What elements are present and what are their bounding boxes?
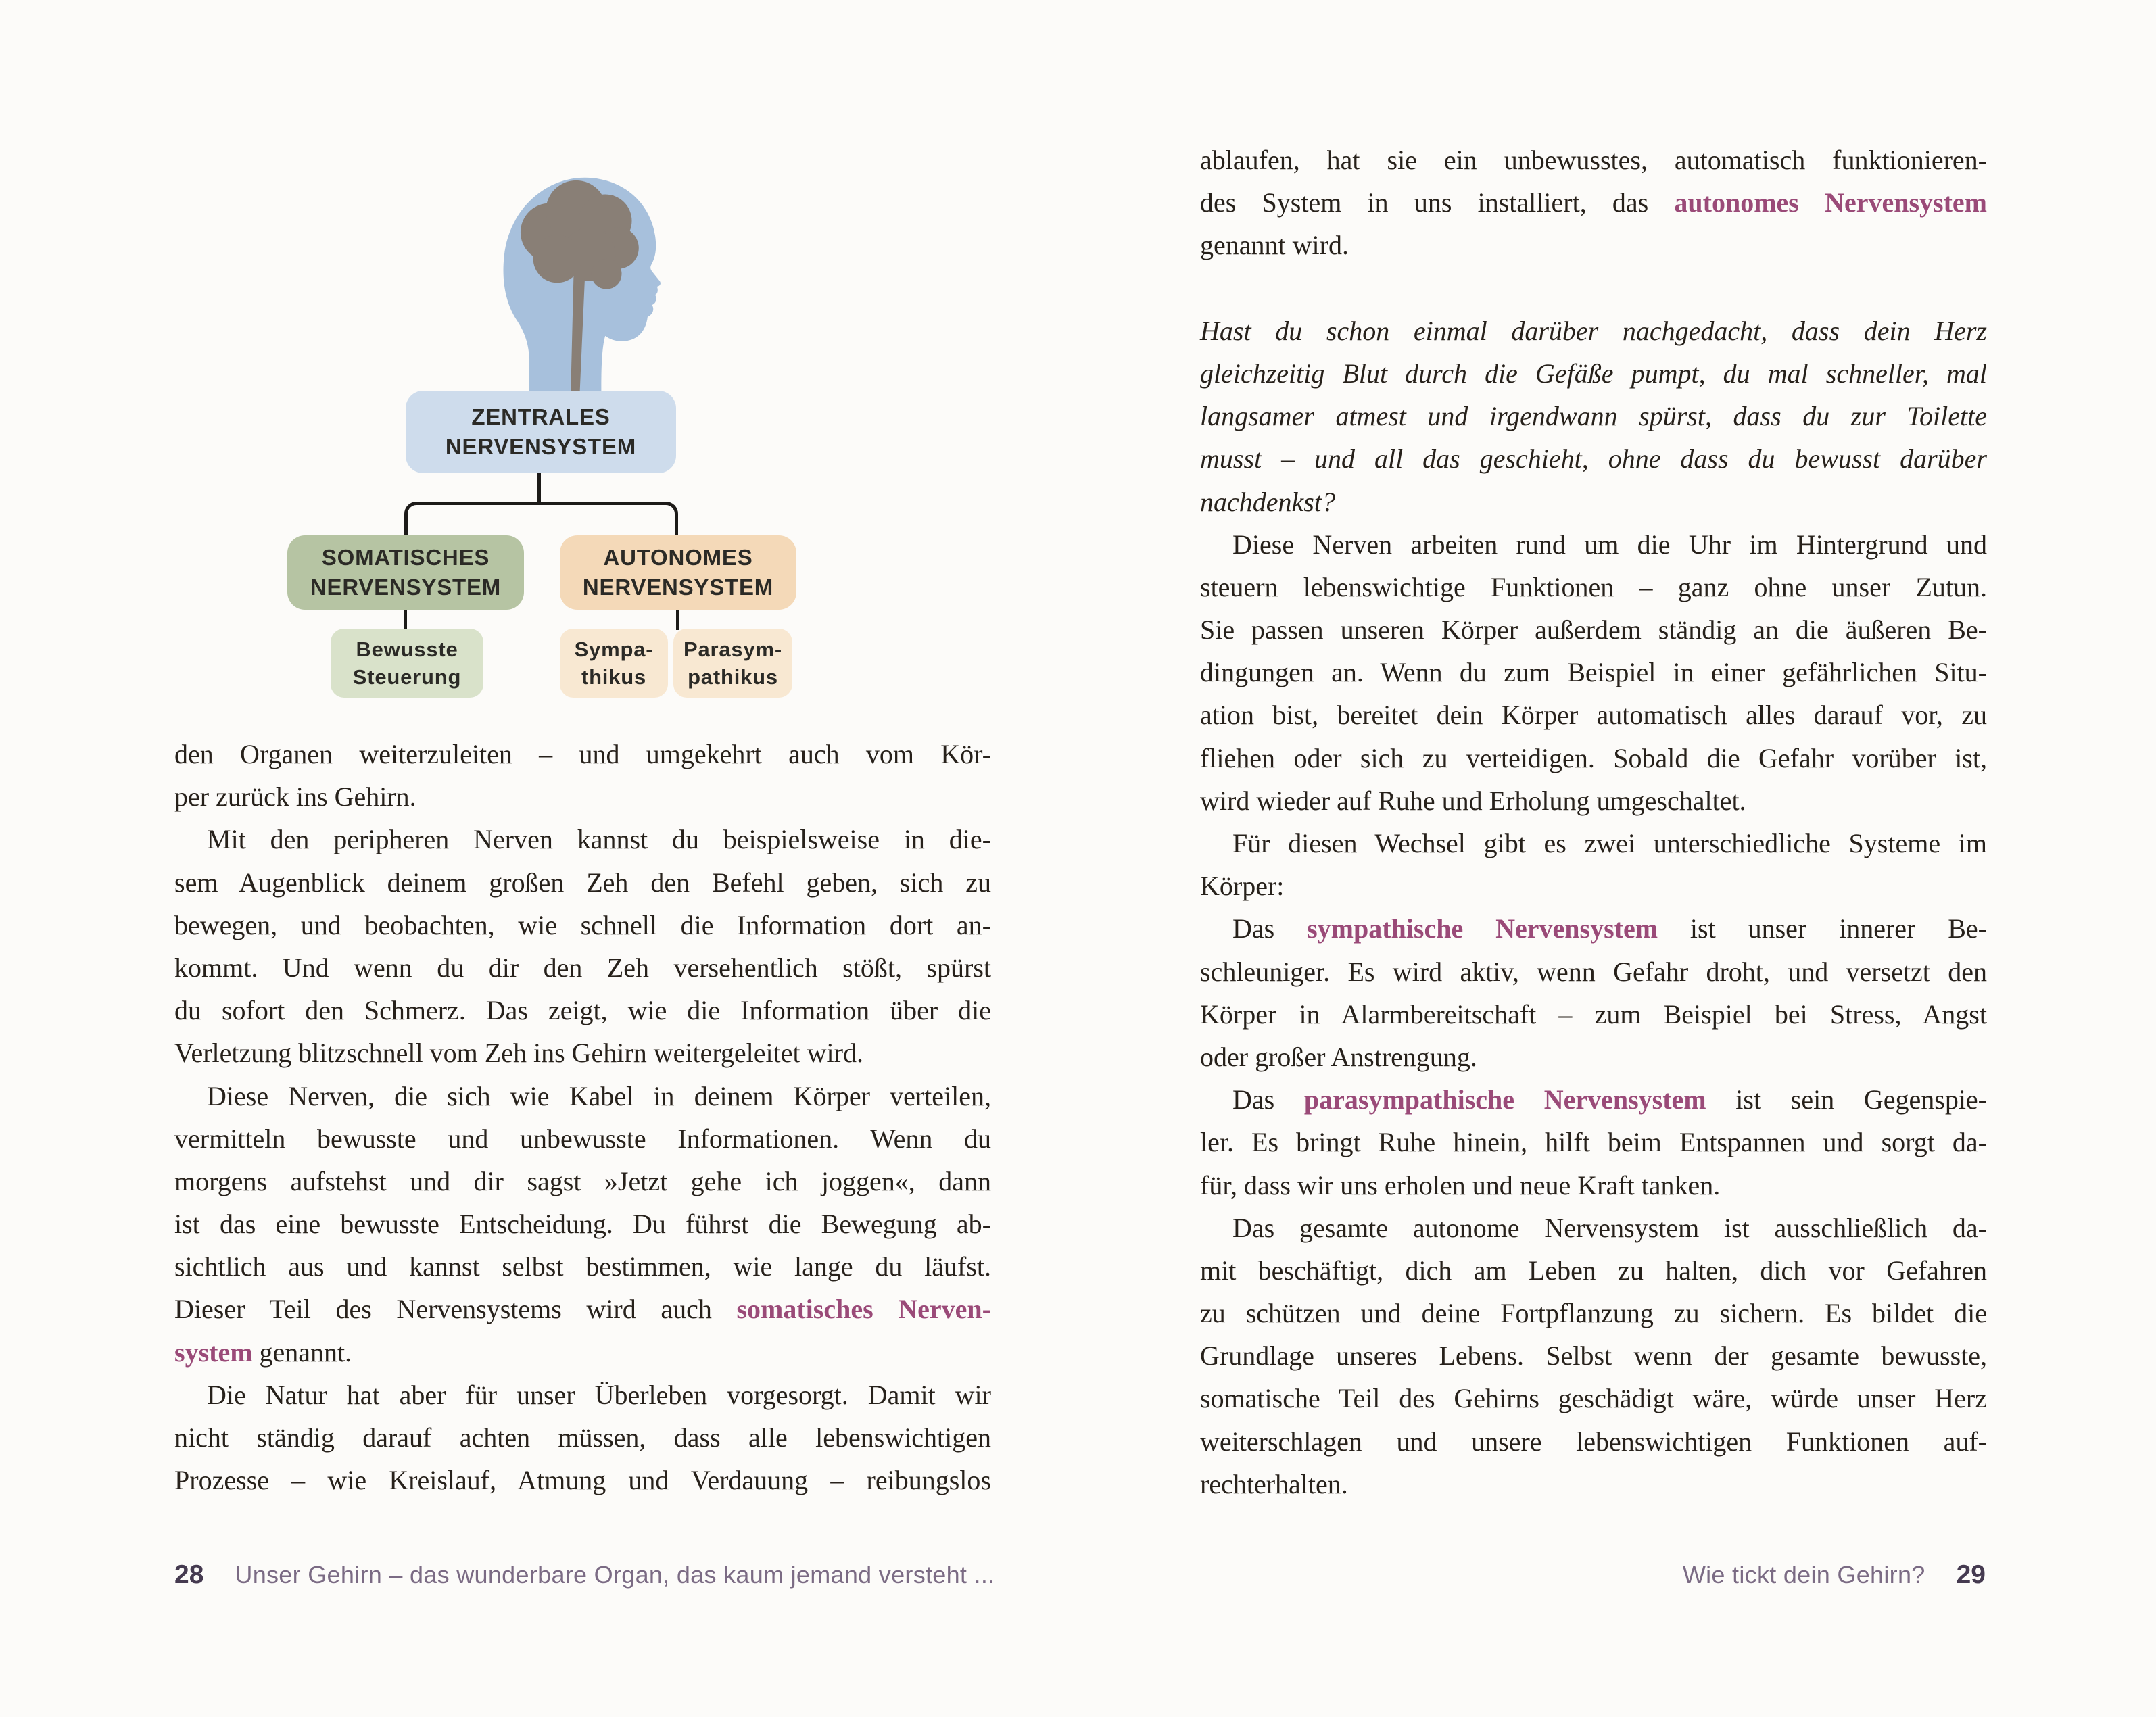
text-line [1200,865,1987,907]
page-number: 28 [174,1560,204,1589]
text-segment: musst – und all das geschieht, ohne dass du bewusst darüber [1200,443,1987,475]
text-line [174,1331,991,1374]
text-segment: Grundlage unseres Lebens. Selbst wenn der gesamte bewusste, [1200,1340,1987,1372]
text-segment: Diese Nerven arbeiten rund um die Uhr im Hintergrund und [1232,529,1987,560]
text-segment: gleichzeitig Blut durch die Gefäße pumpt, du mal schneller, mal [1200,358,1987,389]
text-line [1200,1420,1987,1463]
text-line [1200,1164,1987,1207]
text-segment: Das [1232,913,1308,944]
diagram-label: AUTONOMES [603,545,753,570]
text-segment: du sofort den Schmerz. Das zeigt, wie die Information über die [174,995,991,1026]
text-line [1200,395,1987,437]
text-segment: somatische Teil des Gehirns geschädigt wäre, würde unser Herz [1200,1383,1987,1414]
text-line [1200,1334,1987,1377]
page-number: 29 [1956,1560,1986,1589]
text-segment: oder großer Anstrengung. [1200,1041,1477,1072]
head-profile-illustration [465,150,672,403]
text-line [1200,779,1987,822]
footer-right [1683,1560,1986,1594]
text-segment: fliehen oder sich zu verteidigen. Sobald die Gefahr vorüber ist, [1200,742,1987,773]
text-line [174,904,991,946]
text-line [1200,566,1987,608]
text-line [1200,224,1987,266]
highlighted-term: somatisches Nerven- [736,1294,991,1325]
diagram-node-parasympathetic [673,629,792,698]
text-line [1200,481,1987,523]
text-line [1200,1463,1987,1505]
text-segment: Dieser Teil des Nervensystems wird auch [174,1294,737,1325]
text-line [174,1374,991,1416]
diagram-node-autonomic-nervous-system [560,535,796,610]
diagram-label: Steuerung [352,665,462,689]
text-segment: sem Augenblick deinem großen Zeh den Befehl geben, sich zu [174,867,991,898]
text-segment: Für diesen Wechsel gibt es zwei unterschiedliche Systeme im [1232,828,1987,858]
highlighted-term: system [174,1336,253,1368]
text-segment: Prozesse – wie Kreislauf, Atmung und Verdauung – reibungslos [174,1465,991,1496]
text-segment: schleuniger. Es wird aktiv, wenn Gefahr droht, und versetzt den [1200,956,1987,987]
highlighted-term: autonomes Nervensystem [1674,187,1988,218]
text-line [1200,139,1987,181]
diagram-node-sympathetic [560,629,668,698]
text-segment: des System in uns installiert, das [1200,187,1675,218]
connector-autonomic-stem [676,610,679,630]
text-line [174,1245,991,1288]
text-segment: dingungen an. Wenn du zum Beispiel in einer gefährlichen Situ- [1200,657,1987,688]
body-text-left [174,733,991,1501]
text-line [174,1032,991,1074]
text-line [1200,310,1987,352]
text-segment: Hast du schon einmal darüber nachgedacht, dass dein Herz [1200,315,1987,346]
text-line [1200,1036,1987,1078]
text-segment: ist das eine bewusste Entscheidung. Du führst die Bewegung ab- [174,1209,991,1240]
text-segment: für, dass wir uns erholen und neue Kraft tanken. [1200,1169,1721,1201]
diagram-label: NERVENSYSTEM [445,434,637,459]
text-line [174,861,991,904]
diagram-label: NERVENSYSTEM [582,575,774,600]
diagram-label: Sympa- [574,637,654,661]
text-segment: rechterhalten. [1200,1468,1348,1499]
highlighted-term: parasympathische Nervensystem [1303,1084,1706,1115]
text-line [1200,993,1987,1036]
diagram-node-conscious-control [331,629,483,698]
diagram-node-central-nervous-system [406,391,676,473]
text-segment: bewegen, und beobachten, wie schnell die Information dort an- [174,909,991,940]
text-line [1200,1249,1987,1292]
text-line [1200,1207,1987,1249]
text-segment: steuern lebenswichtige Funktionen – ganz ohne unser Zutun. [1200,571,1987,602]
text-segment: ablaufen, hat sie ein unbewusstes, automatisch funktionieren- [1200,145,1987,175]
diagram-label: Bewusste [356,637,458,661]
highlighted-term: sympathische Nervensystem [1307,913,1658,944]
text-line [1200,694,1987,736]
diagram-node-somatic-nervous-system [287,535,524,610]
text-segment: per zurück ins Gehirn. [174,781,416,813]
text-line [1200,950,1987,993]
text-line [174,818,991,861]
text-segment: Diese Nerven, die sich wie Kabel in deinem Körper verteilen, [207,1080,991,1111]
text-segment: Sie passen unseren Körper außerdem ständig an die äußeren Be- [1200,614,1987,646]
diagram-label: SOMATISCHES [321,545,490,570]
text-line [1200,1121,1987,1163]
diagram-label: thikus [581,665,647,689]
connector-central-stem [537,473,541,503]
text-segment: wird wieder auf Ruhe und Erholung umgeschaltet. [1200,785,1746,816]
text-line [1200,523,1987,566]
text-line [1200,907,1987,950]
footer-left [174,1560,995,1594]
text-segment: langsamer atmest und irgendwann spürst, dass du zur Toilette [1200,401,1987,432]
text-line [1200,737,1987,779]
connector-somatic-stem [404,610,407,630]
text-segment: Verletzung blitzschnell vom Zeh ins Gehirn weitergeleitet wird. [174,1038,863,1069]
text-segment: Die Natur hat aber für unser Überleben vorgesorgt. Damit wir [207,1379,991,1410]
text-line [1200,181,1987,224]
body-text-right [1200,139,1987,1505]
text-line [174,1117,991,1160]
text-segment: den Organen weiterzuleiten – und umgekehrt auch vom Kör- [174,739,991,769]
text-segment: zu schützen und deine Fortpflanzung zu sichern. Es bildet die [1200,1298,1987,1329]
diagram-label: pathikus [688,665,778,689]
text-line [1200,1377,1987,1420]
diagram-label: Parasym- [684,637,782,661]
text-segment: genannt wird. [1200,230,1349,261]
text-segment: ist unser innerer Be- [1658,913,1987,944]
text-segment: ation bist, bereitet dein Körper automatisch alles darauf vor, zu [1200,700,1987,731]
text-segment: ler. Es bringt Ruhe hinein, hilft beim Entspannen und sorgt da- [1200,1127,1987,1158]
text-segment: morgens aufstehst und dir sagst »Jetzt gehe ich joggen«, dann [174,1165,991,1196]
text-line [174,1416,991,1459]
text-segment: Körper in Alarmbereitschaft – zum Beispiel bei Stress, Angst [1200,998,1987,1030]
text-line [174,733,991,775]
text-segment: genannt. [252,1336,352,1368]
blank-line [1200,267,1987,310]
text-line [174,1075,991,1117]
text-line [174,775,991,818]
text-line [174,989,991,1032]
diagram-label: ZENTRALES [471,404,610,429]
text-segment: kommt. Und wenn du dir den Zeh versehentlich stößt, spürst [174,952,991,983]
text-segment: mit beschäftigt, dich am Leben zu halten, dich vor Gefahren [1200,1255,1987,1286]
text-segment: Das [1232,1084,1304,1115]
text-line [1200,1292,1987,1334]
text-line [1200,822,1987,865]
text-line [1200,651,1987,694]
text-segment: weiterschlagen und unsere lebenswichtigen Funktionen auf- [1200,1426,1987,1457]
chapter-title: Unser Gehirn – das wunderbare Organ, das kaum jemand versteht ... [235,1561,995,1589]
text-segment: Körper: [1200,871,1285,902]
text-segment: nicht ständig darauf achten müssen, dass alle lebenswichtigen [174,1422,991,1453]
text-segment: sichtlich aus und kannst selbst bestimmen, wie lange du läufst. [174,1251,991,1282]
text-line [174,1203,991,1245]
text-line [174,1160,991,1203]
diagram-label: NERVENSYSTEM [310,575,502,600]
text-line [1200,1078,1987,1121]
text-line [1200,608,1987,651]
text-segment: Das gesamte autonome Nervensystem ist ausschließlich da- [1232,1212,1987,1243]
text-line [174,946,991,989]
text-segment: vermitteln bewusste und unbewusste Informationen. Wenn du [174,1123,991,1154]
text-line [1200,352,1987,395]
chapter-title: Wie tickt dein Gehirn? [1682,1561,1925,1589]
text-line [174,1459,991,1501]
text-line [174,1288,991,1330]
text-segment: ist sein Gegenspie- [1706,1084,1988,1115]
text-segment: Mit den peripheren Nerven kannst du beispielsweise in die- [207,824,991,855]
text-line [1200,437,1987,480]
text-segment: nachdenkst? [1200,486,1335,517]
connector-bracket [404,502,678,537]
